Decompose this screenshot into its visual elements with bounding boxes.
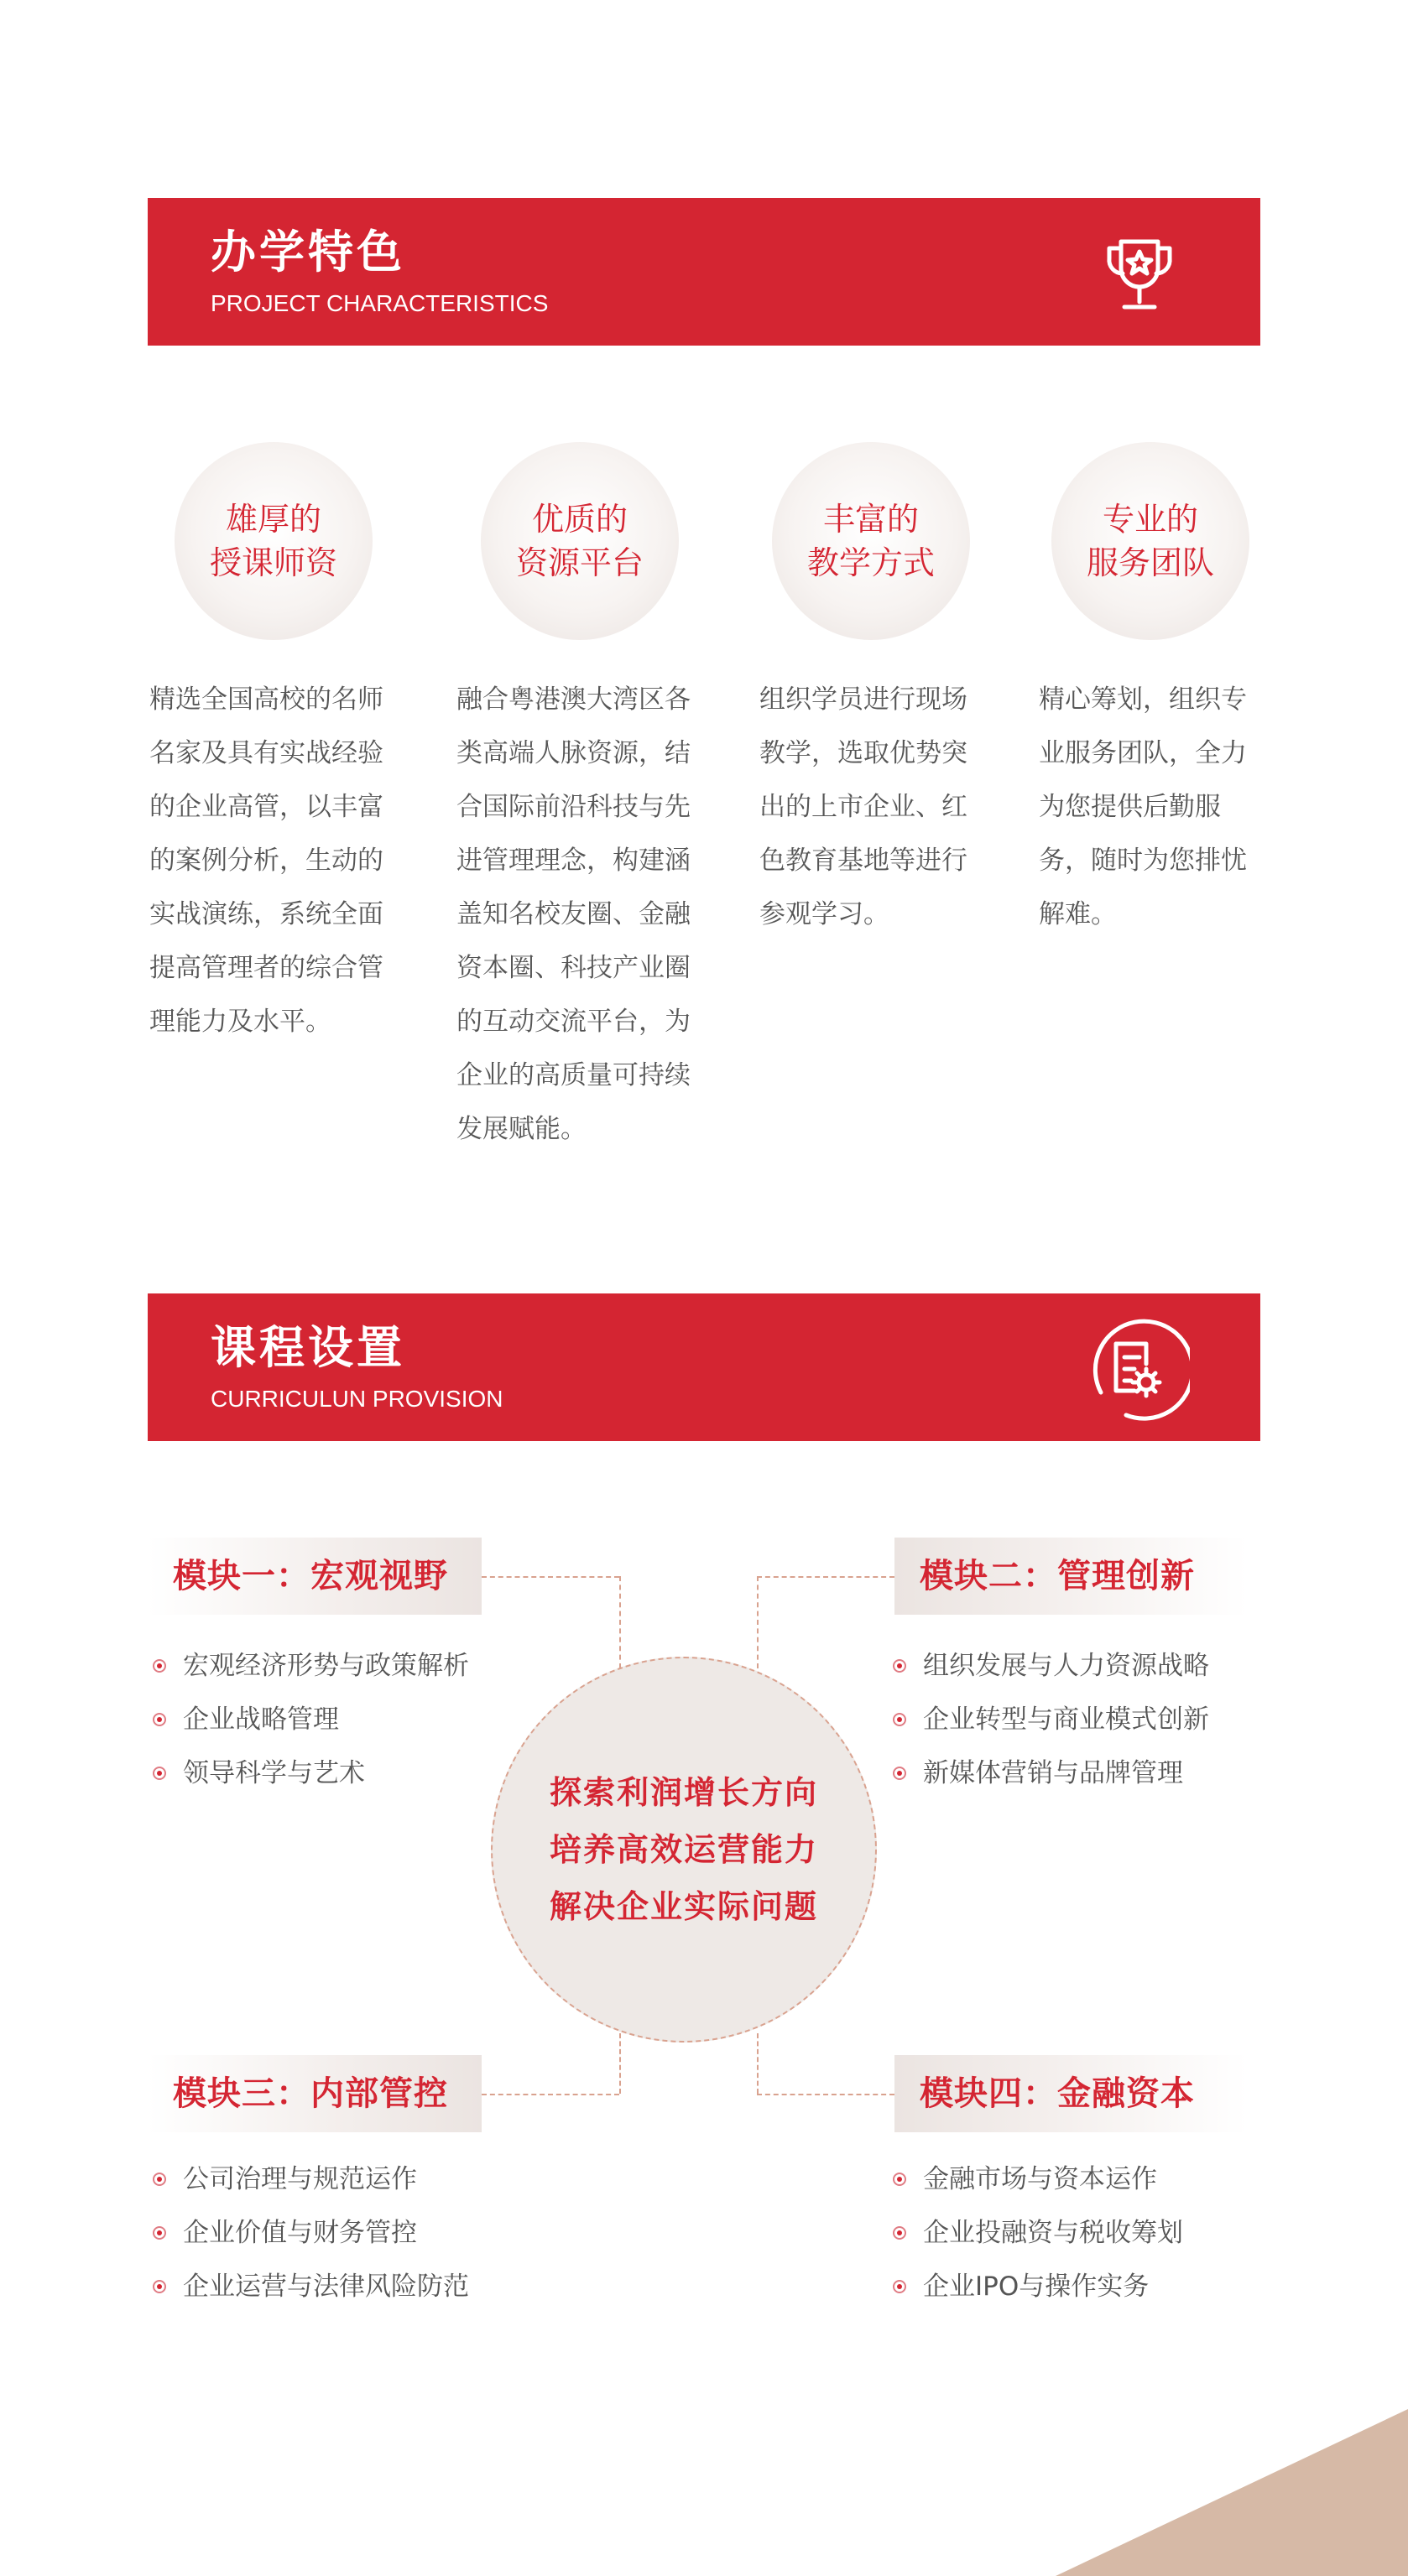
bullet-dot-icon xyxy=(893,1659,906,1673)
bullet-dot-icon xyxy=(153,2173,166,2186)
section-banner-characteristics xyxy=(148,198,1260,346)
center-goal-line: 解决企业实际问题 xyxy=(549,1888,818,1925)
bullet-dot-icon xyxy=(893,1713,906,1726)
bullet-dot-icon xyxy=(893,1767,906,1780)
list-item-text: 企业投融资与税收筹划 xyxy=(923,2218,1183,2248)
connector-line xyxy=(757,1576,759,1668)
trophy-icon xyxy=(1091,225,1188,322)
desc-line: 色教育基地等进行 xyxy=(759,846,967,876)
desc-line: 实战演练，系统全面 xyxy=(149,899,383,929)
connector-line xyxy=(757,1576,894,1578)
list-item-text: 新媒体营销与品牌管理 xyxy=(923,1758,1183,1788)
connector-line xyxy=(757,2033,759,2094)
desc-line: 的企业高管，以丰富 xyxy=(149,792,383,822)
desc-line: 的案例分析，生动的 xyxy=(149,846,383,876)
module-list-management xyxy=(893,1639,1209,1800)
module-list-macro xyxy=(153,1639,469,1800)
desc-line: 理能力及水平。 xyxy=(149,1007,331,1037)
section-banner-curriculum xyxy=(148,1293,1260,1441)
feature-circle-teaching xyxy=(772,442,970,640)
list-item xyxy=(893,2260,1183,2313)
desc-line: 企业的高质量可持续 xyxy=(456,1060,691,1090)
module-list-control xyxy=(153,2152,469,2313)
feature-title-line2: 服务团队 xyxy=(1086,544,1214,581)
bullet-dot-icon xyxy=(153,1767,166,1780)
connector-line xyxy=(757,2094,894,2095)
list-item xyxy=(893,1639,1209,1693)
feature-circle-service xyxy=(1051,442,1249,640)
connector-line xyxy=(482,1576,619,1578)
module-title-macro: 模块一：宏观视野 xyxy=(148,1538,482,1615)
list-item xyxy=(893,2152,1183,2206)
desc-line: 业服务团队，全力 xyxy=(1039,738,1247,768)
feature-title-line2: 授课师资 xyxy=(209,544,337,581)
desc-line: 解难。 xyxy=(1039,899,1117,929)
list-item-text: 金融市场与资本运作 xyxy=(923,2164,1157,2194)
list-item-text: 企业运营与法律风险防范 xyxy=(183,2272,469,2302)
module-list-finance xyxy=(893,2152,1183,2313)
bullet-dot-icon xyxy=(893,2173,906,2186)
feature-title-line2: 教学方式 xyxy=(806,544,935,581)
section-title: 课程设置 xyxy=(211,1321,405,1374)
feature-description-service xyxy=(1039,673,1265,941)
feature-title-line1: 优质的 xyxy=(531,501,628,538)
connector-line xyxy=(619,2033,621,2094)
desc-line: 发展赋能。 xyxy=(456,1114,587,1144)
connector-line xyxy=(482,2094,619,2095)
list-item xyxy=(153,2206,469,2260)
list-item-text: 企业价值与财务管控 xyxy=(183,2218,417,2248)
module-title-control: 模块三：内部管控 xyxy=(148,2055,482,2132)
center-goals-circle xyxy=(491,1657,877,2043)
feature-title-line1: 雄厚的 xyxy=(225,501,321,538)
section-subtitle: CURRICULUN PROVISION xyxy=(211,1386,503,1412)
list-item-text: 企业IPO与操作实务 xyxy=(923,2272,1150,2302)
bullet-dot-icon xyxy=(153,1659,166,1673)
list-item xyxy=(153,2260,469,2313)
module-title-finance: 模块四：金融资本 xyxy=(894,2055,1247,2132)
desc-line: 出的上市企业、红 xyxy=(759,792,967,822)
list-item xyxy=(893,2206,1183,2260)
list-item-text: 领导科学与艺术 xyxy=(183,1758,365,1788)
feature-title-line1: 丰富的 xyxy=(822,501,919,538)
desc-line: 合国际前沿科技与先 xyxy=(456,792,691,822)
bullet-dot-icon xyxy=(893,2280,906,2293)
bullet-dot-icon xyxy=(153,2280,166,2293)
center-goal-line: 探索利润增长方向 xyxy=(549,1774,818,1811)
list-item-text: 企业战略管理 xyxy=(183,1704,339,1735)
list-item-text: 宏观经济形势与政策解析 xyxy=(183,1651,469,1681)
desc-line: 精心筹划，组织专 xyxy=(1039,684,1247,715)
desc-line: 组织学员进行现场 xyxy=(759,684,967,715)
desc-line: 为您提供后勤服 xyxy=(1039,792,1221,822)
center-goal-line: 培养高效运营能力 xyxy=(549,1831,818,1868)
desc-line: 提高管理者的综合管 xyxy=(149,953,383,983)
section-subtitle: PROJECT CHARACTERISTICS xyxy=(211,290,549,316)
desc-line: 参观学习。 xyxy=(759,899,889,929)
list-item-text: 公司治理与规范运作 xyxy=(183,2164,417,2194)
desc-line: 盖知名校友圈、金融 xyxy=(456,899,691,929)
list-item-text: 组织发展与人力资源战略 xyxy=(923,1651,1209,1681)
connector-line xyxy=(619,1576,621,1668)
desc-line: 资本圈、科技产业圈 xyxy=(456,953,691,983)
desc-line: 名家及具有实战经验 xyxy=(149,738,383,768)
bullet-dot-icon xyxy=(153,2226,166,2240)
desc-line: 类高端人脉资源，结 xyxy=(456,738,691,768)
feature-circle-platform xyxy=(481,442,679,640)
desc-line: 教学，选取优势突 xyxy=(759,738,967,768)
list-item xyxy=(893,1693,1209,1746)
feature-circle-faculty xyxy=(175,442,373,640)
feature-title-line2: 资源平台 xyxy=(515,544,644,581)
desc-line: 的互动交流平台，为 xyxy=(456,1007,691,1037)
desc-line: 精选全国高校的名师 xyxy=(149,684,383,715)
desc-line: 融合粤港澳大湾区各 xyxy=(456,684,691,715)
feature-description-teaching xyxy=(759,673,986,941)
feature-description-platform xyxy=(456,673,708,1156)
module-title-management: 模块二：管理创新 xyxy=(894,1538,1247,1615)
feature-title-line1: 专业的 xyxy=(1102,501,1198,538)
list-item xyxy=(153,1693,469,1746)
decorative-corner-triangle xyxy=(1056,2409,1408,2576)
list-item xyxy=(153,1639,469,1693)
desc-line: 进管理理念，构建涵 xyxy=(456,846,691,876)
section-title: 办学特色 xyxy=(211,226,405,278)
desc-line: 务，随时为您排忧 xyxy=(1039,846,1247,876)
list-item xyxy=(893,1746,1209,1800)
list-item xyxy=(153,1746,469,1800)
feature-description-faculty xyxy=(149,673,401,1049)
document-settings-icon xyxy=(1076,1310,1190,1424)
list-item xyxy=(153,2152,469,2206)
bullet-dot-icon xyxy=(153,1713,166,1726)
bullet-dot-icon xyxy=(893,2226,906,2240)
list-item-text: 企业转型与商业模式创新 xyxy=(923,1704,1209,1735)
